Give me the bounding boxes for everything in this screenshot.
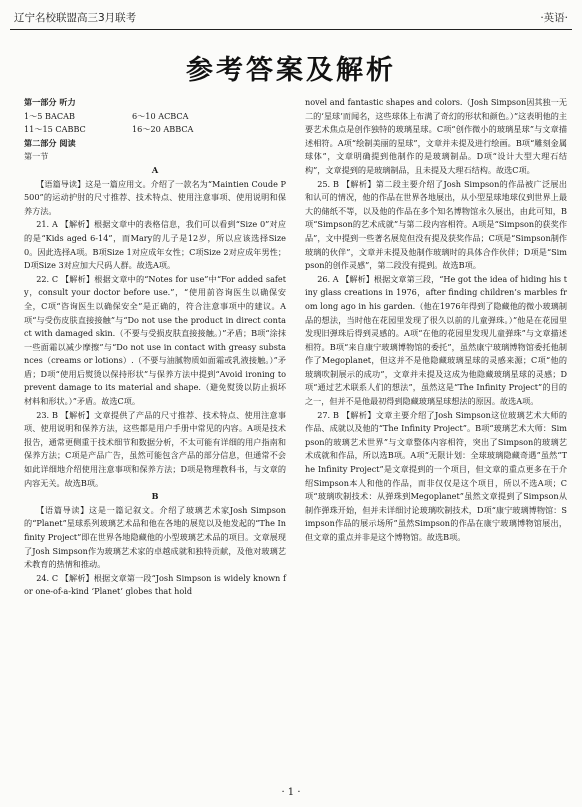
left-column bbox=[24, 96, 286, 599]
header-exam-name: 辽宁名校联盟高三3月联考 bbox=[14, 11, 137, 24]
answer-paragraph: 21. A 【解析】根据文章中的表格信息，我们可以看到“Size 0”对应的是“Kids aged 6-14”，而Mary的儿子是12岁，所以应该选择Size 0。因此选择A项。B项Size 1对应成年女性；C项Size 2对应成年男性；D项Size 3对应加大尺码人群。故选A项。 bbox=[24, 219, 286, 271]
section-heading: 第一部分 听力 bbox=[24, 97, 76, 107]
running-header bbox=[14, 8, 568, 26]
answer-key-right: 16～20 ABBCA bbox=[132, 124, 194, 135]
answer-key-right: 6～10 ACBCA bbox=[132, 110, 189, 121]
answer-key-left: 1～5 BACAB bbox=[24, 110, 75, 121]
answer-key-row bbox=[24, 123, 286, 137]
section-heading: 第二部分 阅读 bbox=[24, 137, 76, 148]
answer-paragraph: 【语篇导读】这是一篇记叙文。介绍了玻璃艺术家Josh Simpson的“Planet”星球系列玻璃艺术品和他在各地的展览以及他发起的“The Infinity Project”即在世界各地隐藏他的小型玻璃艺术品的项目。文章展现了Josh Simpson作为玻璃艺术家的卓越成就和独特贡献，及他对玻璃艺术教育的热情和推动。 bbox=[24, 504, 286, 570]
answer-paragraph: 26. A 【解析】根据文章第三段，“He got the idea of hiding his tiny glass creations in 1976，after finding children’s marbles from long ago in his garden.（他在1976年得到了隐藏他的微小玻璃制品的想法，当时他在花园里发现了很久以前的儿童弹珠。）”他是在花园里发现旧弹珠后得到灵感的。A项“在他的花园里发现儿童弹珠”与文章描述相符。B项“来自康宁玻璃博物馆的委托”，虽然康宁玻璃博物馆委托他制作了Megoplanet，但这并不是他隐藏玻璃星球的灵感来源；C项“他的玻璃吹制展示的成功”，文章并未提及这成为他隐藏玻璃星球的灵感；D项“通过艺术联系人们的想法”，虽然这是“The Infinity Project”的目的之一，但并不是他最初得到隐藏玻璃星球想法的原因。故选A项。 bbox=[305, 273, 567, 407]
page-title: 参考答案及解析 bbox=[186, 55, 396, 86]
right-column bbox=[305, 96, 567, 545]
text-paragraph: novel and fantastic shapes and colors.（Josh Simpson因其独一无二的‘星球’而闻名，这些球体上布满了奇幻的形状和颜色。）”这表明他的主要艺术焦点是创作独特的玻璃星球。C项“创作微小的玻璃星球”与文章描述相符。A项“绘制美丽的星球”，文章并未提及进行绘画。B项“雕刻金属球体”，文章明确提到他制作的是玻璃制品。D项“设计大型大理石结构”，文章提到的是玻璃制品，且未提及大理石结构。故选C项。 bbox=[305, 97, 567, 175]
answer-key-row bbox=[24, 110, 286, 124]
header-subject: ·英语· bbox=[540, 11, 568, 24]
answer-paragraph: 24. C 【解析】根据文章第一段“Josh Simpson is widely known for one-of-a-kind ‘Planet’ globes that hold bbox=[24, 572, 286, 597]
answer-paragraph: 【语篇导读】这是一篇应用文。介绍了一款名为“Maintien Coude P500”的运动护肘的尺寸推荐、技术特点、使用注意事项、使用说明和保养方法。 bbox=[24, 178, 286, 216]
answer-paragraph: 27. B 【解析】文章主要介绍了Josh Simpson这位玻璃艺术大师的作品、成就以及他的“The Infinity Project”。B项“玻璃艺术大师：Simpson的玻璃艺术世界”与文章整体内容相符，突出了Simpson的玻璃艺术成就和作品，所以选B项。A项“无限计划：全球玻璃隐藏奇遇”虽然“The Infinity Project”是文章提到的一个项目，但文章的重点更多在于介绍Simpson本人和他的作品，而非仅仅是这个项目，所以不选A项；C项“玻璃吹制技术：从弹珠到Megoplanet”虽然文章提到了Simpson从制作弹珠开始，但并未详细讨论玻璃吹制技术，D项“康宁玻璃博物馆：Simpson作品的展示场所”虽然Simpson的作品在康宁玻璃博物馆展出，但文章的重点并非是这个博物馆。故选B项。 bbox=[305, 409, 567, 542]
answer-paragraph: 25. B 【解析】第二段主要介绍了Josh Simpson的作品被广泛展出和认可的情况，他的作品在世界各地展出，从小型星球地球仪到世界上最大的储纸不等，以及他的作品在多个知名博物馆永久展出，由此可知，B项“Simpson的艺术成就”与第二段内容相符。A项是“Simpson的获奖作品”，文中提到一些著名展览但没有提及获奖作品；C项是“Simpson制作玻璃的伙伴”，文章并未提及他制作玻璃时的具体合作伙伴；D项是“Simpson的创作灵感”，第二段没有提到。故选B项。 bbox=[305, 178, 567, 271]
answer-paragraph: 23. B 【解析】文章提供了产品的尺寸推荐、技术特点、使用注意事项、使用说明和保养方法，这些都是用户手册中常见的内容。A项是技术报告，通常更侧重于技术细节和数据分析，不太可能有详细的用户指南和保养方法；C项是产品广告，虽然可能包含产品的部分信息，但通常不会如此详细地介绍使用注意事项和保养方法；D项是物理教科书，与文章的内容无关。故选B项。 bbox=[24, 409, 286, 488]
answer-paragraph: 22. C 【解析】根据文章中的“Notes for use”中“For added safety，consult your doctor before use.”，“使用前咨询医生以确保安全，C项“咨询医生以确保安全”是正确的，符合注意事项中的建议。A项“与受伤皮肤直接接触”与“Do not use the product in direct contact with damaged skin.（不要与受损皮肤直接接触。）”矛盾；B项“涂抹一些面霜以减少摩擦”与“Do not use in contact with greasy substances（creams or lotions）.（不要与油腻物质如面霜或乳液接触。）”矛盾；D项“使用后熨烫以保持形状”与保养方法中提到“Avoid ironing to prevent damage to its material and shape.（避免熨烫以防止损坏材料和形状。）”矛盾。故选C项。 bbox=[24, 273, 286, 407]
answer-key-left: 11～15 CABBC bbox=[24, 124, 86, 135]
text-paragraph: 第一节 bbox=[24, 151, 49, 162]
passage-label: A bbox=[151, 164, 159, 175]
header-divider bbox=[10, 29, 572, 30]
passage-label: B bbox=[151, 491, 159, 502]
page-number: · 1 · bbox=[281, 787, 301, 798]
